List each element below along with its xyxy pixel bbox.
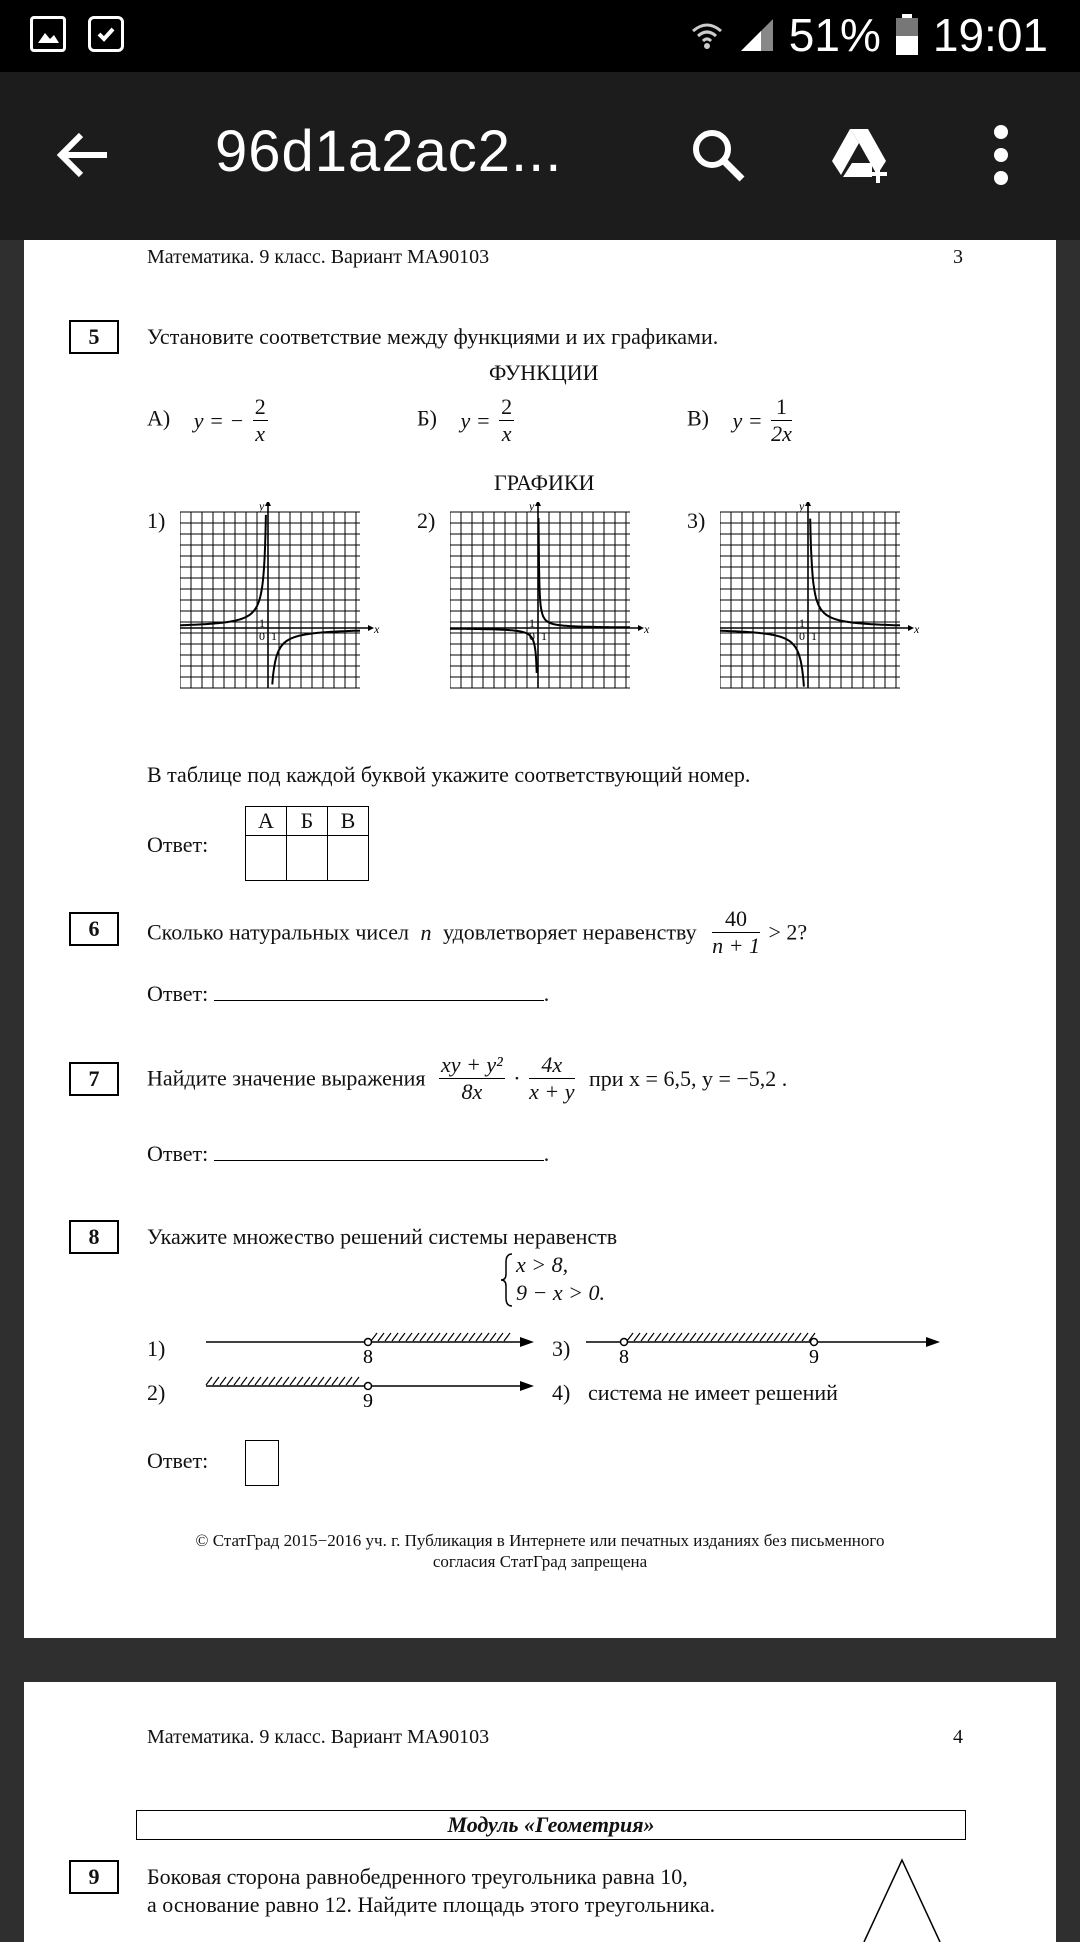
functions-title: ФУНКЦИИ [489, 360, 599, 385]
page-header: Математика. 9 класс. Вариант МА90103 [147, 246, 490, 268]
answer-cell [328, 836, 369, 881]
hatching [627, 1333, 815, 1341]
task-number: 5 [69, 320, 119, 354]
briefcase-check-icon [88, 16, 124, 52]
signal-icon [739, 17, 775, 53]
isosceles-triangle-figure [860, 1858, 950, 1942]
hyperbola-branch [720, 631, 804, 687]
function-prefix: y = [732, 407, 763, 433]
function-label: Б) [417, 405, 437, 431]
task-number: 8 [69, 1220, 119, 1254]
hyperbola-branch [272, 631, 360, 685]
number-line-option-3 [586, 1330, 946, 1370]
answer-header-c: В [328, 807, 369, 836]
inequality-tail: > 2? [768, 919, 808, 945]
hyperbola-graph-1 [180, 502, 410, 742]
option-label: 1) [147, 1336, 166, 1361]
x-axis-label: x [914, 622, 920, 636]
arrow-left-icon [53, 125, 113, 185]
y-axis-arrow [805, 502, 811, 506]
x-unit-label: 1 [811, 629, 817, 643]
function-prefix: y = − [193, 407, 245, 433]
task-number: 9 [69, 1860, 119, 1894]
option-label: 4) [552, 1380, 571, 1405]
numerator: 4x [529, 1052, 574, 1079]
graph-label: 1) [147, 508, 166, 533]
numerator: xy + y² [441, 1052, 503, 1077]
denominator: x + y [529, 1079, 575, 1104]
expression-fraction-2 [529, 1052, 574, 1105]
clock: 19:01 [932, 9, 1048, 61]
x-axis-label: x [374, 622, 380, 636]
inequality-fraction [712, 906, 760, 959]
pdf-page-3 [24, 240, 1056, 1638]
expression-fraction-1 [439, 1052, 505, 1105]
numerator: 2 [254, 394, 266, 419]
hyperbola-branch [180, 515, 266, 625]
prompt-text: Сколько натуральных чисел [147, 919, 409, 945]
denominator: n + 1 [712, 933, 760, 958]
axis-arrow [926, 1337, 940, 1347]
answer-cell [246, 836, 287, 881]
x-unit-label: 1 [541, 629, 547, 643]
task6-prompt [147, 906, 807, 959]
task-prompt: Установите соответствие между функциями и их графиками. [147, 324, 719, 349]
y-axis-label: y [799, 502, 805, 513]
function-label: В) [687, 405, 709, 431]
function-fraction [253, 394, 268, 447]
page-header: Математика. 9 класс. Вариант МА90103 [147, 1726, 490, 1748]
x-axis-label: x [644, 622, 650, 636]
answer-label: Ответ: [147, 981, 209, 1006]
task-prompt: Укажите множество решений системы неравенств [147, 1224, 618, 1249]
y-unit-label: 1 [259, 616, 265, 630]
answer-label: Ответ: [147, 832, 209, 857]
option-label: 3) [552, 1336, 571, 1361]
gallery-notification-icon [30, 16, 66, 52]
hyperbola-branch [810, 519, 900, 626]
axis-arrow [520, 1337, 534, 1347]
x-unit-label: 1 [271, 629, 277, 643]
graph-label: 2) [417, 508, 436, 533]
tick-label: 9 [809, 1346, 819, 1368]
function-prefix: y = [460, 407, 491, 433]
task-number: 7 [69, 1062, 119, 1096]
answer-label: Ответ: [147, 1448, 209, 1473]
answer-label: Ответ: [147, 1141, 209, 1166]
more-options-button[interactable] [966, 120, 1036, 190]
table-instruction: В таблице под каждой буквой укажите соответствующий номер. [147, 762, 751, 787]
answer-table [245, 806, 369, 881]
function-fraction [499, 394, 514, 447]
function-fraction [771, 394, 792, 447]
copyright-line: © СтатГрад 2015−2016 уч. г. Публикация в Интернете или печатных изданиях без письменного [195, 1531, 885, 1550]
function-a [147, 394, 271, 447]
drive-add-icon [828, 125, 894, 185]
number-line-option-1 [180, 1330, 540, 1370]
page-number: 4 [953, 1726, 963, 1748]
y-unit-label: 1 [529, 616, 535, 630]
answer-cell [287, 836, 328, 881]
y-axis-arrow [535, 502, 541, 506]
task9-line-2: а основание равно 12. Найдите площадь этого треугольника. [147, 1892, 716, 1917]
numerator: 1 [771, 394, 792, 421]
open-point [621, 1339, 628, 1346]
more-vert-icon [991, 123, 1011, 187]
hyperbola-graph-3 [720, 502, 950, 742]
wifi-icon [689, 17, 725, 53]
module-title: Модуль «Геометрия» [136, 1810, 966, 1840]
app-bar [0, 72, 1080, 240]
page-number: 3 [953, 246, 963, 268]
function-label: А) [147, 405, 171, 431]
tick-label: 8 [363, 1346, 373, 1368]
tick-label: 9 [363, 1390, 373, 1412]
answer-row: Ответ: . [147, 981, 550, 1006]
battery-percent: 51% [788, 9, 881, 61]
denominator: x [255, 421, 266, 446]
denominator: 2x [771, 421, 792, 446]
option-text: система не имеет решений [588, 1380, 838, 1405]
answer-row: Ответ: . [147, 1141, 550, 1166]
graph-label: 3) [687, 508, 706, 533]
y-axis-arrow [265, 502, 271, 506]
answer-line [214, 980, 544, 1001]
origin-label: 0 [259, 629, 265, 643]
answer-line [214, 1140, 544, 1161]
system-line-1: x > 8, [516, 1252, 569, 1277]
system-line-2: 9 − x > 0. [516, 1280, 605, 1305]
document-title: 96d1a2ac2... [215, 119, 563, 184]
tick-label: 8 [619, 1346, 629, 1368]
add-to-drive-button[interactable] [826, 120, 896, 190]
search-button[interactable] [683, 120, 753, 190]
prompt-text: Найдите значение выражения [147, 1065, 426, 1091]
denominator: 8x [461, 1079, 483, 1104]
multiply-dot: · [513, 1065, 521, 1091]
y-unit-label: 1 [799, 616, 805, 630]
option-label: 2) [147, 1380, 166, 1405]
hatching [206, 1377, 359, 1385]
open-point [365, 1339, 372, 1346]
origin-label: 0 [799, 629, 805, 643]
search-icon [688, 125, 748, 185]
answer-box [245, 1440, 279, 1486]
answer-header-a: А [246, 807, 287, 836]
task-number: 6 [69, 912, 119, 946]
battery-icon [895, 14, 919, 56]
task9-line-1: Боковая сторона равнобедренного треугольника равна 10, [147, 1864, 688, 1889]
numerator: 2 [501, 394, 513, 419]
y-axis-label: y [259, 502, 265, 513]
copyright-line: согласия СтатГрад запрещена [432, 1552, 648, 1571]
number-line-option-2 [180, 1374, 540, 1414]
hatching [371, 1333, 510, 1341]
back-button[interactable] [48, 120, 118, 190]
origin-label: 0 [529, 629, 535, 643]
status-bar [0, 0, 1080, 72]
variable: n [420, 919, 432, 945]
axis-arrow [520, 1381, 534, 1391]
hyperbola-graph-2 [450, 502, 680, 742]
task7-prompt [147, 1052, 787, 1105]
system-brace [500, 1252, 514, 1308]
numerator: 40 [712, 906, 760, 933]
expression-tail: при x = 6,5, y = −5,2 . [589, 1065, 788, 1091]
function-b [417, 394, 517, 447]
answer-header-b: Б [287, 807, 328, 836]
open-point [365, 1383, 372, 1390]
y-axis-label: y [529, 502, 535, 513]
function-c [687, 394, 795, 447]
denominator: x [501, 421, 512, 446]
graphs-title: ГРАФИКИ [494, 470, 595, 495]
prompt-text: удовлетворяет неравенству [442, 919, 697, 945]
open-point [811, 1339, 818, 1346]
pdf-page-4 [24, 1682, 1056, 1942]
